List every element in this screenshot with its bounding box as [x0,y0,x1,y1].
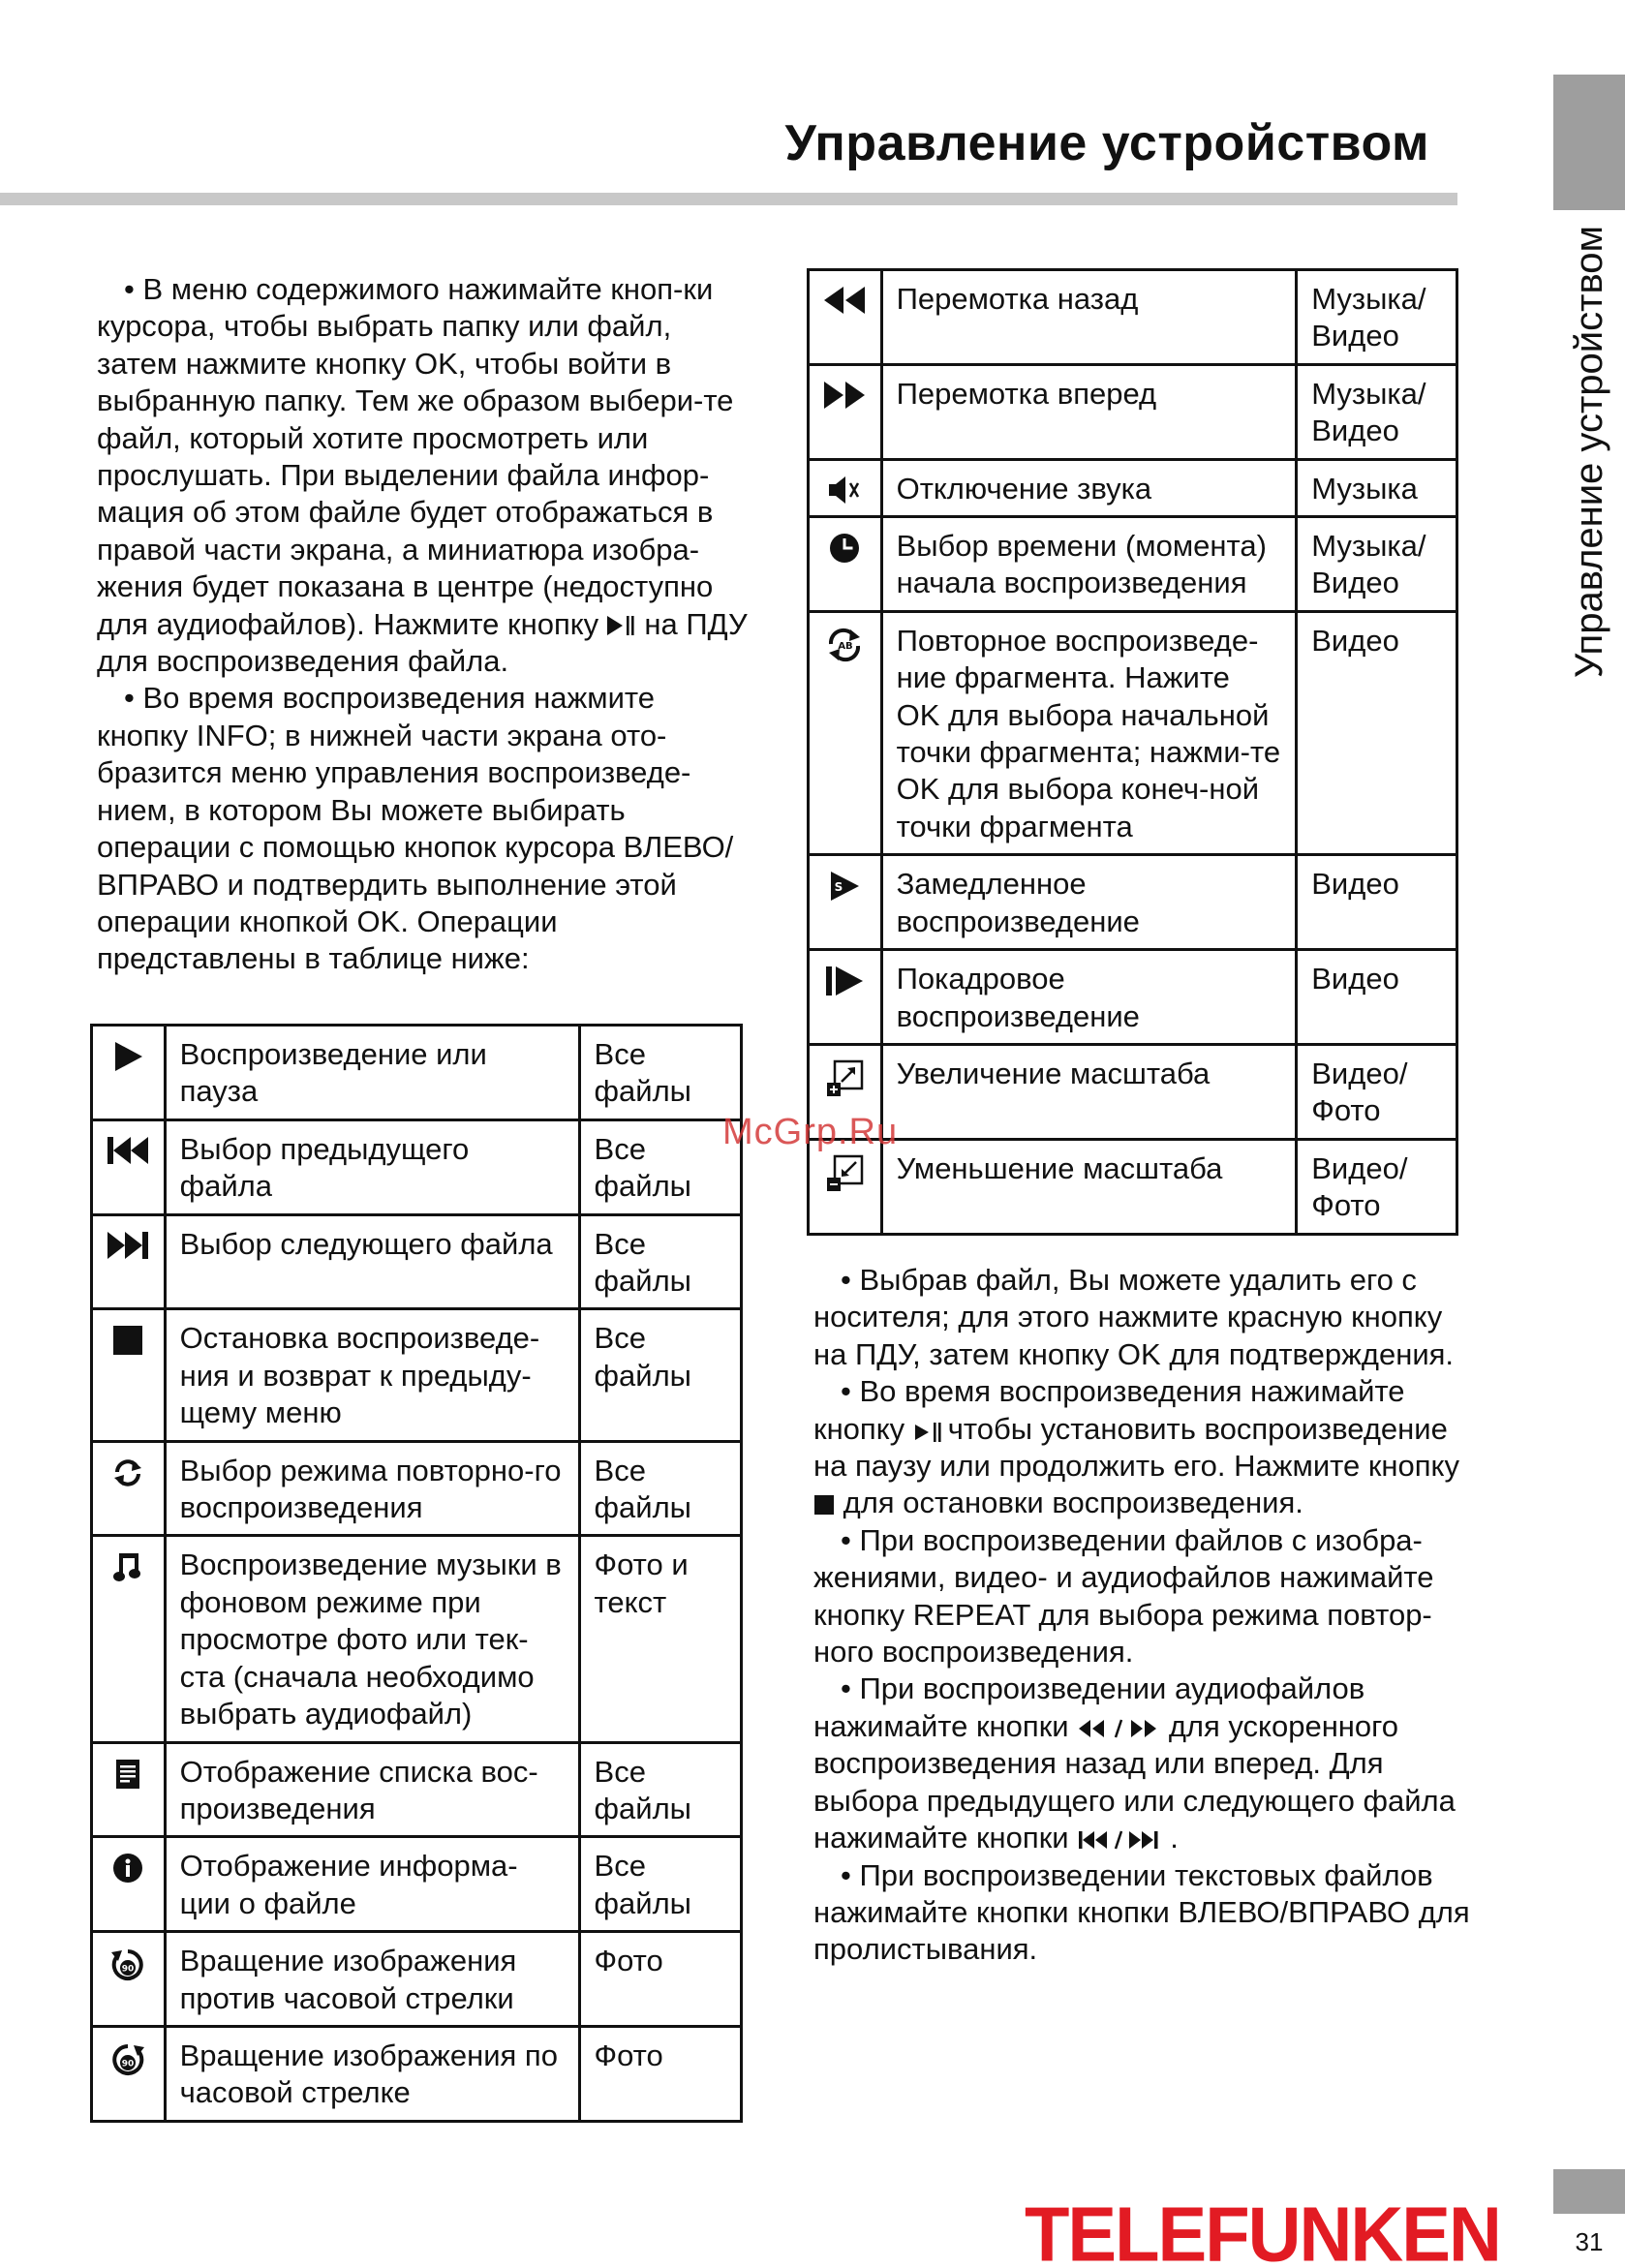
table-row [92,1214,742,1309]
stop-icon [813,1494,835,1516]
table-row [92,1742,742,1837]
table-row [92,1932,742,2027]
action-cell: Воспроизведение или пауза [165,1026,579,1120]
table-row [92,1309,742,1441]
operations-table-right [807,268,1458,1236]
applies-cell: Фото [579,1932,741,2027]
action-cell: Вращение изображения по часовой стрелке [165,2026,579,2121]
action-cell: Воспроизведение музыки в фоновом режиме при просмотре фото или тек-ста (сначала необходимо выбрать аудиофайл) [165,1536,579,1742]
note-paragraph-2 [813,1373,1472,1522]
skip-next-icon [106,1230,150,1261]
action-cell: Повторное воспроизведе-ние фрагмента. Нажите OK для выбора начальной точки фрагмента; нажми-те OK для выбора конеч-ной точки фрагмента [881,611,1297,854]
action-cell: Выбор следующего файла [165,1214,579,1309]
note-paragraph-2-a: • Во время воспроизведения нажимайте кнопку [813,1374,1405,1446]
side-section-label [1553,226,1625,710]
applies-cell: Видео [1297,950,1457,1045]
action-cell: Замедленное воспроизведение [881,855,1297,950]
repeat-ab-icon [825,627,864,663]
repeat-icon [111,1456,144,1489]
step-frame-icon [824,965,865,997]
playlist-icon [114,1758,141,1791]
watermark: McGrp.Ru [722,1112,899,1152]
stop-icon [111,1324,144,1357]
side-tab-marker [1553,75,1625,210]
table-row [92,1441,742,1536]
note-paragraph-4-c: . [1170,1821,1179,1855]
zoom-in-icon [825,1059,864,1098]
applies-cell: Видео [1297,855,1457,950]
intro-paragraph-2: • Во время воспроизведения нажмите кнопку INFO; в нижней части экрана ото-бразится меню управления воспроизведе-нием, в котором Вы можете выбирать операции с помощью кнопок курсора ВЛЕВО/ВПРАВО и подтвердить выполнение этой операции кнопкой OK. Операции представлены в таблице ниже: [97,681,734,976]
action-cell: Увеличение масштаба [881,1044,1297,1139]
applies-cell: Видео/ Фото [1297,1139,1457,1234]
fast-forward-icon [822,380,867,411]
rewind-forward-icon [1077,1718,1160,1739]
action-cell: Выбор времени (момента) начала воспроизведения [881,517,1297,612]
applies-cell: Музыка/ Видео [1297,364,1457,459]
applies-cell: Все файлы [579,1837,741,1932]
table-row [809,611,1457,854]
applies-cell: Все файлы [579,1119,741,1214]
info-icon [111,1852,144,1885]
table-row [92,1119,742,1214]
action-cell: Выбор предыдущего файла [165,1119,579,1214]
rotate-ccw-icon [109,1946,146,1983]
clock-icon [828,532,861,565]
table-row [809,855,1457,950]
page-number: 31 [1575,2227,1604,2256]
intro-paragraph-1 [97,271,748,680]
side-section-text: Управление устройством [1567,226,1610,679]
note-paragraph-2-c: для остановки воспроизведения. [843,1486,1303,1520]
applies-cell: Все файлы [579,1441,741,1536]
applies-cell: Все файлы [579,1214,741,1309]
action-cell: Вращение изображения против часовой стрелки [165,1932,579,2027]
intro-paragraph-1-text: • В меню содержимого нажимайте кноп-ки курсора, чтобы выбрать папку или файл, затем нажмите кнопку OK, чтобы войти в выбранную папку. Тем же образом выбери-те файл, который хотите просмотреть или прослушать. При выделении файла инфор-мация об этом файле будет отображаться в правой части экрана, а миниатюра изобра-жения будет показана в центре (недоступно для аудиофайлов). Нажмите кнопку [97,272,734,641]
action-cell: Покадровое воспроизведение [881,950,1297,1045]
table-row [809,364,1457,459]
action-cell: Выбор режима повторно-го воспроизведения [165,1441,579,1536]
table-row [92,1536,742,1742]
note-paragraph-3: • При воспроизведении файлов с изобра-жениями, видео- и аудиофайлов нажимайте кнопку REPEAT для выбора режима повтор-ного воспроизведения. [813,1522,1434,1670]
page-number-tab [1553,2169,1625,2214]
table-row [809,1044,1457,1139]
skip-previous-icon [106,1135,150,1166]
applies-cell: Все файлы [579,1742,741,1837]
svg-text:90: 90 [122,1964,135,1975]
action-cell: Отображение информа-ции о файле [165,1837,579,1932]
skip-previous-next-icon [1077,1829,1170,1851]
note-paragraph-4-a: • При воспроизведении аудиофайлов нажимайте кнопки [813,1671,1365,1743]
applies-cell: Фото и текст [579,1536,741,1742]
note-paragraph-4 [813,1670,1472,1856]
applies-cell: Все файлы [579,1026,741,1120]
left-column-text [97,271,748,978]
table-row [92,1837,742,1932]
action-cell: Остановка воспроизведе-ния и возврат к предыду-щему меню [165,1309,579,1441]
applies-cell: Музыка/ Видео [1297,270,1457,365]
applies-cell: Музыка [1297,459,1457,516]
music-note-icon [111,1550,144,1583]
operations-table-left [90,1024,743,2123]
slow-motion-icon [828,870,861,903]
zoom-out-icon [825,1154,864,1193]
right-column-text [813,1262,1472,1969]
play-pause-icon [913,1419,948,1442]
table-row [809,517,1457,612]
play-icon [111,1040,144,1073]
table-row [809,270,1457,365]
play-pause-icon [607,614,636,637]
rewind-icon [822,285,867,316]
applies-cell: Фото [579,2026,741,2121]
table-row [92,1026,742,1120]
note-paragraph-5: • При воспроизведении текстовых файлов нажимайте кнопки кнопки ВЛЕВО/ВПРАВО для пролистывания. [813,1857,1470,1967]
applies-cell: Все файлы [579,1309,741,1441]
page-title: Управление устройством [784,115,1429,171]
action-cell: Отображение списка вос-произведения [165,1742,579,1837]
action-cell: Отключение звука [881,459,1297,516]
title-rule [0,193,1457,205]
svg-text:90: 90 [122,2059,135,2069]
applies-cell: Видео [1297,611,1457,854]
svg-text:AB: AB [838,640,853,652]
action-cell: Перемотка вперед [881,364,1297,459]
applies-cell: Видео/ Фото [1297,1044,1457,1139]
mute-icon [827,475,862,506]
intro-paragraph-1-end: на ПДУ для воспроизведения файла. [97,606,748,679]
table-row [92,2026,742,2121]
applies-cell: Музыка/ Видео [1297,517,1457,612]
note-paragraph-1: • Выбрав файл, Вы можете удалить его с носителя; для этого нажмите красную кнопку на ПДУ, затем кнопку OK для подтверждения. [813,1263,1455,1371]
note-paragraph-4-b: для ускоренного воспроизведения назад или вперед. Для выбора предыдущего или следующего файла нажимайте кнопки [813,1708,1456,1855]
table-row [809,459,1457,516]
table-row [809,1139,1457,1234]
action-cell: Уменьшение масштаба [881,1139,1297,1234]
rotate-cw-icon [109,2041,146,2078]
action-cell: Перемотка назад [881,270,1297,365]
brand-logo: TELEFUNKEN [1025,2191,1500,2268]
svg-text:S: S [834,880,843,895]
note-paragraph-2-b: чтобы установить воспроизведение на паузу или продолжить его. Нажмите кнопку [813,1411,1459,1484]
table-row [809,950,1457,1045]
